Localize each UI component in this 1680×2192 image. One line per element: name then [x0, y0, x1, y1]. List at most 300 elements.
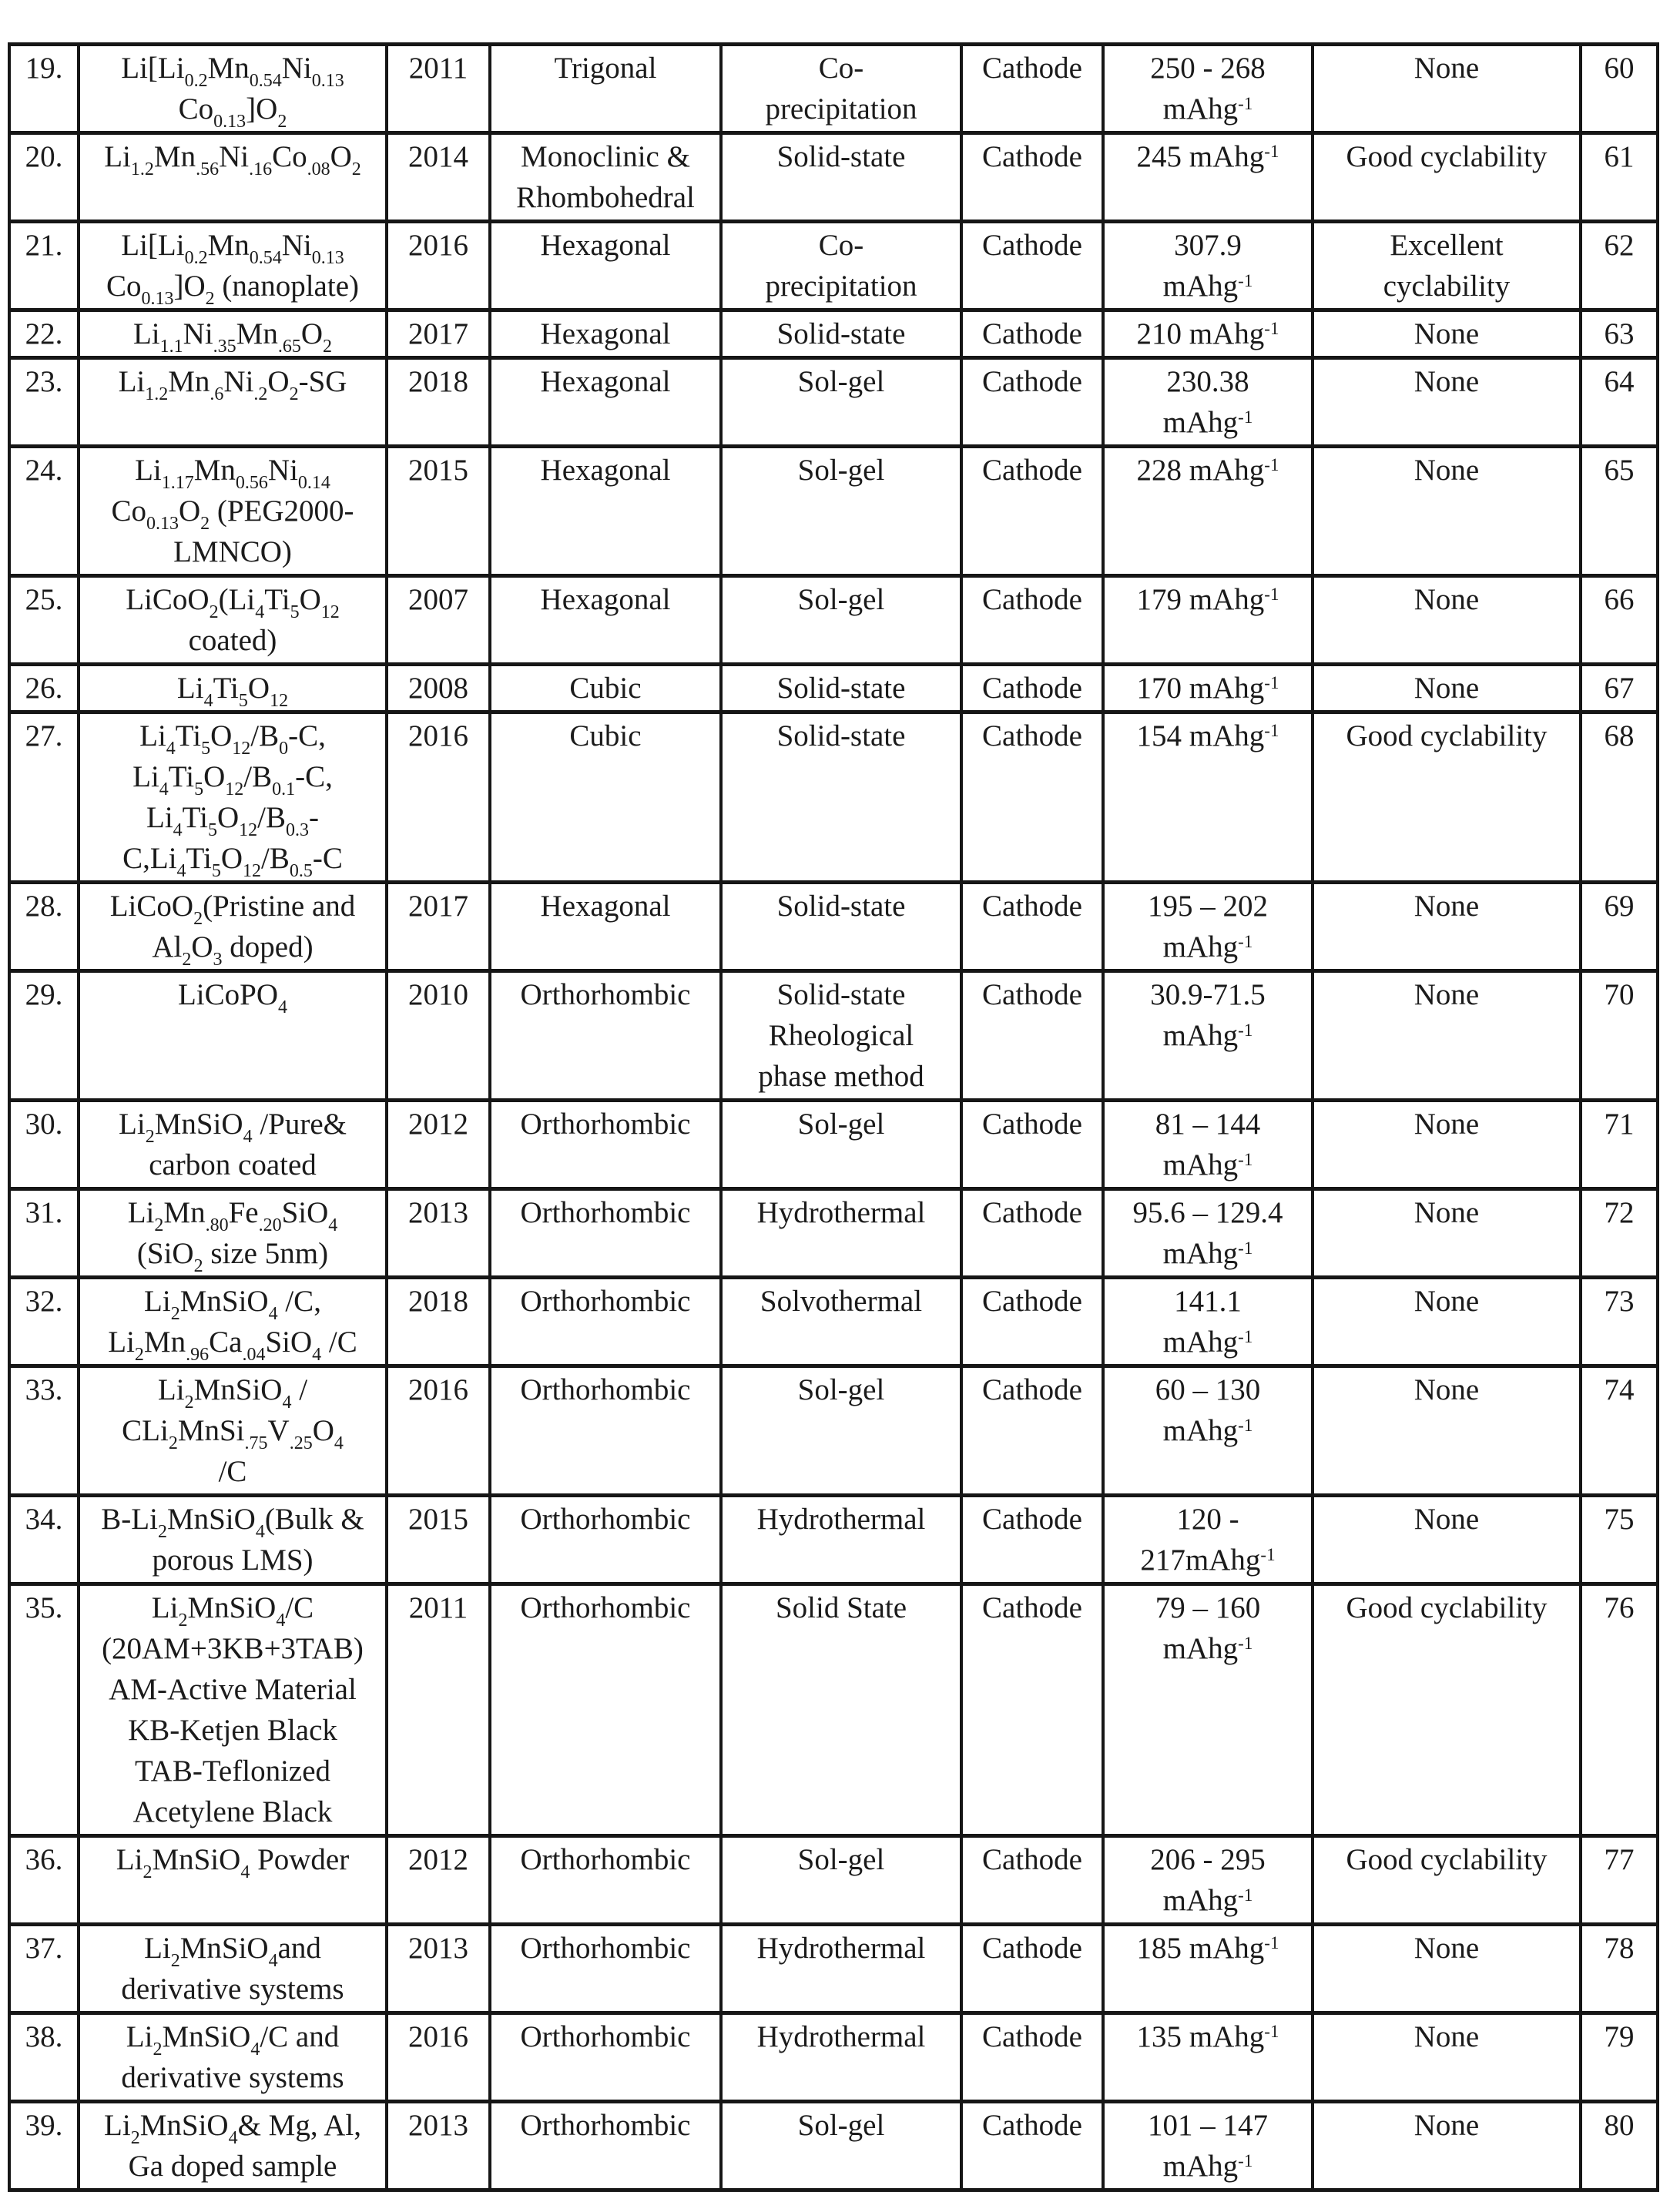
cell-crystal-structure: [490, 1366, 721, 1496]
cell-year: [387, 712, 490, 883]
cell-specific-capacity: [1103, 1836, 1313, 1925]
cell-reference-number: [1581, 1836, 1658, 1925]
cell-line: $Co_{0.13}]O_2$: [178, 92, 287, 132]
subscript: 4: [255, 1522, 265, 1542]
subscript: 4: [166, 739, 176, 759]
cell-line: 63: [1604, 317, 1635, 350]
cell-line: $Li_2MnSiO_4and$: [144, 1932, 321, 1971]
subscript: 1.17: [161, 473, 194, 493]
cell-material-formula: [79, 1496, 387, 1584]
cell-line: 228 mAhg$^{-1}$: [1136, 454, 1279, 487]
cell-line: 35.: [25, 1591, 63, 1624]
cell-electrode-type: [961, 1496, 1103, 1584]
subscript: 4: [268, 1951, 278, 1971]
subscript: 2: [145, 1127, 155, 1147]
cell-line: TAB-Teflonized: [134, 1755, 331, 1788]
cell-specific-capacity: [1103, 712, 1313, 883]
cell-index: [9, 447, 79, 576]
cell-reference-number: [1581, 1584, 1658, 1836]
cell-crystal-structure: [490, 45, 721, 133]
cell-synthesis-method: [721, 2102, 961, 2190]
table-row: [9, 1278, 1658, 1366]
cell-line: Orthorhombic: [520, 2020, 691, 2053]
cell-specific-capacity: [1103, 1584, 1313, 1836]
subscript: 4: [255, 602, 265, 622]
cell-year: [387, 883, 490, 971]
cell-line: 34.: [25, 1503, 63, 1536]
subscript: .16: [249, 159, 273, 179]
superscript: -1: [1238, 271, 1253, 290]
cell-electrode-type: [961, 1278, 1103, 1366]
table-row: [9, 358, 1658, 447]
cell-year: [387, 133, 490, 222]
cell-line: 2007: [408, 583, 468, 616]
cell-cyclability-remarks: [1313, 1836, 1581, 1925]
cell-line: mAhg$^{-1}$: [1162, 1019, 1253, 1052]
cell-line: 2013: [408, 1196, 468, 1229]
cell-line: $Li_{1.2}Mn_{.6}Ni_{.2}O_2-SG$: [118, 365, 347, 404]
cell-line: Solid-state: [776, 890, 906, 923]
table-row: [9, 447, 1658, 576]
cell-line: 76: [1604, 1591, 1635, 1624]
subscript: 2: [193, 909, 203, 929]
cell-line: 2016: [408, 719, 468, 752]
cell-line: 31.: [25, 1196, 63, 1229]
cell-line: Solid-state: [776, 719, 906, 752]
cell-line: None: [1413, 1196, 1480, 1229]
subscript: 0.3: [286, 820, 309, 840]
cell-index: [9, 971, 79, 1101]
cell-line: Co-: [818, 229, 864, 262]
superscript: -1: [1264, 721, 1279, 740]
cell-line: 170 mAhg$^{-1}$: [1136, 672, 1279, 705]
superscript: -1: [1238, 1238, 1253, 1258]
cell-line: $Li_4Ti_5O_{12}/B_0-C$,: [139, 719, 326, 759]
cell-specific-capacity: [1103, 1925, 1313, 2013]
cell-crystal-structure: [490, 447, 721, 576]
cell-cyclability-remarks: [1313, 1584, 1581, 1836]
cell-line: 2017: [408, 317, 468, 350]
cell-year: [387, 1836, 490, 1925]
cell-crystal-structure: [490, 1278, 721, 1366]
subscript: 2: [178, 1610, 188, 1631]
cell-year: [387, 2013, 490, 2102]
cell-crystal-structure: [490, 310, 721, 358]
cell-line: Orthorhombic: [520, 1591, 691, 1624]
cell-synthesis-method: [721, 447, 961, 576]
subscript: 2: [182, 950, 192, 970]
cell-crystal-structure: [490, 1496, 721, 1584]
cell-reference-number: [1581, 576, 1658, 665]
cell-crystal-structure: [490, 2013, 721, 2102]
cell-line: 95.6 – 129.4: [1132, 1196, 1283, 1229]
cell-line: Good cyclability: [1346, 1591, 1548, 1624]
subscript: 4: [276, 1610, 286, 1631]
cell-line: $C,Li_4Ti_5O_{12}/B_{0.5}-C$: [122, 842, 343, 881]
cell-year: [387, 447, 490, 576]
subscript: .96: [186, 1345, 210, 1365]
subscript: 5: [211, 861, 221, 881]
cell-line: 69: [1604, 890, 1635, 923]
cell-specific-capacity: [1103, 1101, 1313, 1189]
cell-material-formula: [79, 1278, 387, 1366]
cell-year: [387, 45, 490, 133]
cell-line: Cathode: [982, 365, 1082, 398]
cell-line: Solid-state: [776, 978, 906, 1011]
subscript: 2: [154, 1215, 164, 1235]
cell-synthesis-method: [721, 1278, 961, 1366]
superscript: -1: [1238, 1021, 1253, 1040]
cell-line: Hydrothermal: [756, 2020, 926, 2053]
cell-line: 2018: [408, 1285, 468, 1318]
cell-line: None: [1413, 2020, 1480, 2053]
cell-line: $Li_4Ti_5O_{12}/B_{0.1}-C$,: [132, 760, 333, 799]
cell-crystal-structure: [490, 1101, 721, 1189]
cell-cyclability-remarks: [1313, 1189, 1581, 1278]
cell-cyclability-remarks: [1313, 45, 1581, 133]
subscript: 5: [238, 691, 248, 711]
cell-electrode-type: [961, 2013, 1103, 2102]
subscript: 0.56: [235, 473, 268, 493]
cell-synthesis-method: [721, 1189, 961, 1278]
subscript: 4: [250, 2039, 260, 2060]
cell-line: 2016: [408, 1373, 468, 1406]
superscript: -1: [1264, 2022, 1279, 2041]
cell-line: None: [1413, 454, 1480, 487]
cell-line: mAhg$^{-1}$: [1162, 2150, 1253, 2183]
subscript: 4: [268, 1304, 278, 1324]
cell-reference-number: [1581, 447, 1658, 576]
cell-line: $Li_{1.2}Mn_{.56}Ni_{.16}Co_{.08}O_2$: [104, 140, 361, 179]
table-row: [9, 1496, 1658, 1584]
cell-line: $Li_2MnSiO_4$ Powder: [116, 1843, 350, 1882]
cell-line: Hexagonal: [540, 229, 671, 262]
cell-specific-capacity: [1103, 45, 1313, 133]
cell-index: [9, 1925, 79, 2013]
cell-line: Orthorhombic: [520, 1108, 691, 1141]
cell-line: Sol-gel: [797, 2109, 885, 2142]
cell-line: 36.: [25, 1843, 63, 1876]
cell-line: $Li_2MnSiO_4/C$: [151, 1591, 314, 1631]
cell-line: Excellent: [1390, 229, 1504, 262]
superscript: -1: [1238, 1634, 1253, 1653]
cell-line: carbon coated: [149, 1148, 317, 1181]
cell-line: $Li_2Mn_{.80}Fe_{.20}SiO_4$: [127, 1196, 338, 1235]
table-row: [9, 1925, 1658, 2013]
cell-line: 230.38: [1166, 365, 1249, 398]
subscript: 4: [334, 1433, 344, 1453]
table-row: [9, 1189, 1658, 1278]
cell-line: 25.: [25, 583, 63, 616]
table-row: [9, 222, 1658, 310]
cell-line: mAhg$^{-1}$: [1162, 1148, 1253, 1181]
cell-cyclability-remarks: [1313, 971, 1581, 1101]
cell-line: derivative systems: [121, 2061, 344, 2094]
cell-index: [9, 1496, 79, 1584]
cell-line: 2016: [408, 2020, 468, 2053]
subscript: 4: [282, 1393, 292, 1413]
cell-line: 62: [1604, 229, 1635, 262]
subscript: 2: [143, 1862, 153, 1882]
cell-line: Rheological: [768, 1019, 914, 1052]
cell-material-formula: [79, 1584, 387, 1836]
cell-line: 245 mAhg$^{-1}$: [1136, 140, 1279, 173]
superscript: -1: [1238, 932, 1253, 951]
cell-line: None: [1413, 52, 1480, 85]
cell-line: (20AM+3KB+3TAB): [102, 1632, 364, 1665]
cell-reference-number: [1581, 1366, 1658, 1496]
cell-index: [9, 222, 79, 310]
cell-line: Sol-gel: [797, 1843, 885, 1876]
cell-line: 71: [1604, 1108, 1635, 1141]
cell-line: None: [1413, 1373, 1480, 1406]
cell-line: 32.: [25, 1285, 63, 1318]
cell-line: 60 – 130: [1155, 1373, 1261, 1406]
subscript: 0.13: [146, 514, 179, 534]
cell-line: Orthorhombic: [520, 1285, 691, 1318]
cell-specific-capacity: [1103, 447, 1313, 576]
cell-line: LMNCO): [173, 535, 292, 568]
cell-line: 2015: [408, 454, 468, 487]
cell-line: 2011: [408, 1591, 468, 1624]
cell-cyclability-remarks: [1313, 883, 1581, 971]
cell-line: Hexagonal: [540, 890, 671, 923]
subscript: 2: [209, 602, 219, 622]
subscript: 4: [159, 779, 169, 799]
cell-index: [9, 1366, 79, 1496]
subscript: .56: [196, 159, 220, 179]
subscript: 0.13: [311, 248, 344, 268]
cell-line: $Li_2MnSiO_4$ /Pure&: [119, 1108, 347, 1147]
cell-material-formula: [79, 883, 387, 971]
cell-synthesis-method: [721, 358, 961, 447]
cell-line: 195 – 202: [1148, 890, 1268, 923]
cell-reference-number: [1581, 133, 1658, 222]
subscript: .2: [253, 384, 268, 404]
subscript: .08: [307, 159, 330, 179]
cell-line: None: [1413, 317, 1480, 350]
cell-line: 67: [1604, 672, 1635, 705]
cell-line: LiCoO$_2$(Pristine and: [109, 890, 356, 929]
cell-line: Good cyclability: [1346, 1843, 1548, 1876]
cell-index: [9, 133, 79, 222]
subscript: 0.5: [289, 861, 313, 881]
cell-electrode-type: [961, 712, 1103, 883]
cell-index: [9, 1836, 79, 1925]
cell-line: (SiO$_2$ size 5nm): [136, 1237, 329, 1276]
cell-line: 79 – 160: [1155, 1591, 1261, 1624]
cell-specific-capacity: [1103, 1366, 1313, 1496]
cell-material-formula: [79, 576, 387, 665]
cell-specific-capacity: [1103, 310, 1313, 358]
cell-index: [9, 310, 79, 358]
cell-reference-number: [1581, 1496, 1658, 1584]
cell-line: 2017: [408, 890, 468, 923]
cell-line: 70: [1604, 978, 1635, 1011]
superscript: -1: [1238, 1327, 1253, 1346]
subscript: .6: [210, 384, 224, 404]
cell-line: Orthorhombic: [520, 978, 691, 1011]
cell-line: 80: [1604, 2109, 1635, 2142]
cell-line: Hexagonal: [540, 365, 671, 398]
cell-specific-capacity: [1103, 1189, 1313, 1278]
cell-line: 38.: [25, 2020, 63, 2053]
cell-line: Hexagonal: [540, 583, 671, 616]
cell-material-formula: [79, 133, 387, 222]
cell-cyclability-remarks: [1313, 1366, 1581, 1496]
subscript: 4: [228, 2128, 238, 2148]
cell-line: Orthorhombic: [520, 2109, 691, 2142]
subscript: 4: [173, 820, 183, 840]
cell-line: /C: [218, 1455, 247, 1488]
subscript: .25: [289, 1433, 313, 1453]
cell-crystal-structure: [490, 1836, 721, 1925]
subscript: 2: [184, 1393, 194, 1413]
cell-year: [387, 2102, 490, 2190]
cell-index: [9, 1189, 79, 1278]
cell-specific-capacity: [1103, 358, 1313, 447]
cell-line: Cathode: [982, 1503, 1082, 1536]
cell-crystal-structure: [490, 358, 721, 447]
table-row: [9, 665, 1658, 712]
cell-synthesis-method: [721, 133, 961, 222]
cell-line: 2010: [408, 978, 468, 1011]
cell-index: [9, 1584, 79, 1836]
cell-synthesis-method: [721, 1836, 961, 1925]
cell-line: Sol-gel: [797, 365, 885, 398]
table-row: [9, 2102, 1658, 2190]
cell-synthesis-method: [721, 222, 961, 310]
cell-crystal-structure: [490, 1189, 721, 1278]
cell-crystal-structure: [490, 1925, 721, 2013]
cell-material-formula: [79, 358, 387, 447]
cell-line: $Co_{0.13}O_2$ (PEG2000-: [111, 494, 354, 534]
cell-line: mAhg$^{-1}$: [1162, 1884, 1253, 1917]
cell-index: [9, 45, 79, 133]
cell-line: None: [1413, 672, 1480, 705]
subscript: 12: [270, 691, 289, 711]
subscript: 12: [320, 602, 340, 622]
subscript: 2: [170, 1304, 180, 1324]
cell-cyclability-remarks: [1313, 1496, 1581, 1584]
cell-crystal-structure: [490, 222, 721, 310]
cell-year: [387, 222, 490, 310]
cell-index: [9, 2013, 79, 2102]
cell-cyclability-remarks: [1313, 1925, 1581, 2013]
cell-line: $Co_{0.13}]O_2$ (nanoplate): [106, 270, 359, 309]
subscript: 0.13: [311, 71, 344, 91]
superscript: -1: [1264, 585, 1279, 604]
cell-line: Hexagonal: [540, 454, 671, 487]
cell-material-formula: [79, 45, 387, 133]
cell-cyclability-remarks: [1313, 2102, 1581, 2190]
cell-line: 26.: [25, 672, 63, 705]
cell-line: 29.: [25, 978, 63, 1011]
cell-reference-number: [1581, 1925, 1658, 2013]
cell-material-formula: [79, 712, 387, 883]
subscript: 0.13: [213, 112, 246, 132]
table-row: [9, 1101, 1658, 1189]
cell-line: None: [1413, 1503, 1480, 1536]
cell-cyclability-remarks: [1313, 1101, 1581, 1189]
cell-line: $Li_2MnSiO_4$ /C,: [144, 1285, 321, 1324]
superscript: -1: [1264, 455, 1279, 474]
cell-specific-capacity: [1103, 222, 1313, 310]
cell-reference-number: [1581, 883, 1658, 971]
cell-line: Hexagonal: [540, 317, 671, 350]
cell-line: $Li_{1.1}Ni_{.35}Mn_{.65}O_2$: [132, 317, 333, 357]
cell-electrode-type: [961, 883, 1103, 971]
cell-line: $Al_2O_3$ doped): [152, 930, 314, 970]
cell-material-formula: [79, 447, 387, 576]
cell-year: [387, 1366, 490, 1496]
cell-electrode-type: [961, 2102, 1103, 2190]
table-row: [9, 1584, 1658, 1836]
cell-line: 141.1: [1174, 1285, 1242, 1318]
cell-line: LiCoPO$_4$: [177, 978, 288, 1017]
cell-line: None: [1413, 2109, 1480, 2142]
subscript: 0: [279, 739, 289, 759]
cell-cyclability-remarks: [1313, 447, 1581, 576]
subscript: 2: [168, 1433, 178, 1453]
cell-index: [9, 576, 79, 665]
subscript: 0.54: [249, 248, 282, 268]
cell-line: Orthorhombic: [520, 1196, 691, 1229]
table-row: [9, 2013, 1658, 2102]
cell-crystal-structure: [490, 576, 721, 665]
cell-reference-number: [1581, 1101, 1658, 1189]
subscript: .65: [277, 337, 301, 357]
cell-year: [387, 665, 490, 712]
cell-crystal-structure: [490, 1584, 721, 1836]
table-row: [9, 45, 1658, 133]
cell-line: None: [1413, 365, 1480, 398]
cell-electrode-type: [961, 1366, 1103, 1496]
subscript: .35: [213, 337, 236, 357]
cell-line: derivative systems: [121, 1972, 344, 2006]
cell-line: 30.9-71.5: [1150, 978, 1266, 1011]
cell-reference-number: [1581, 971, 1658, 1101]
cell-reference-number: [1581, 665, 1658, 712]
cell-synthesis-method: [721, 2013, 961, 2102]
cell-index: [9, 1278, 79, 1366]
superscript: -1: [1238, 1416, 1253, 1435]
cell-year: [387, 358, 490, 447]
cell-line: 19.: [25, 52, 63, 85]
cell-line: Cathode: [982, 1843, 1082, 1876]
cell-synthesis-method: [721, 665, 961, 712]
cell-line: precipitation: [765, 92, 917, 126]
cell-line: $Li[Li_{0.2}Mn_{0.54}Ni_{0.13}$: [121, 52, 344, 91]
cell-specific-capacity: [1103, 1278, 1313, 1366]
cell-material-formula: [79, 2102, 387, 2190]
cell-synthesis-method: [721, 1496, 961, 1584]
superscript: -1: [1264, 1933, 1279, 1952]
cell-line: Cathode: [982, 978, 1082, 1011]
cell-line: 206 - 295: [1150, 1843, 1266, 1876]
cell-line: 307.9: [1174, 229, 1242, 262]
cell-line: Acetylene Black: [132, 1795, 333, 1828]
cell-line: 68: [1604, 719, 1635, 752]
subscript: 2: [351, 159, 361, 179]
cell-specific-capacity: [1103, 133, 1313, 222]
cell-line: Orthorhombic: [520, 1503, 691, 1536]
subscript: 0.13: [141, 289, 174, 309]
cell-line: 217mAhg$^{-1}$: [1140, 1543, 1276, 1577]
cell-line: mAhg$^{-1}$: [1162, 92, 1253, 126]
cell-reference-number: [1581, 45, 1658, 133]
cell-line: Cathode: [982, 2109, 1082, 2142]
